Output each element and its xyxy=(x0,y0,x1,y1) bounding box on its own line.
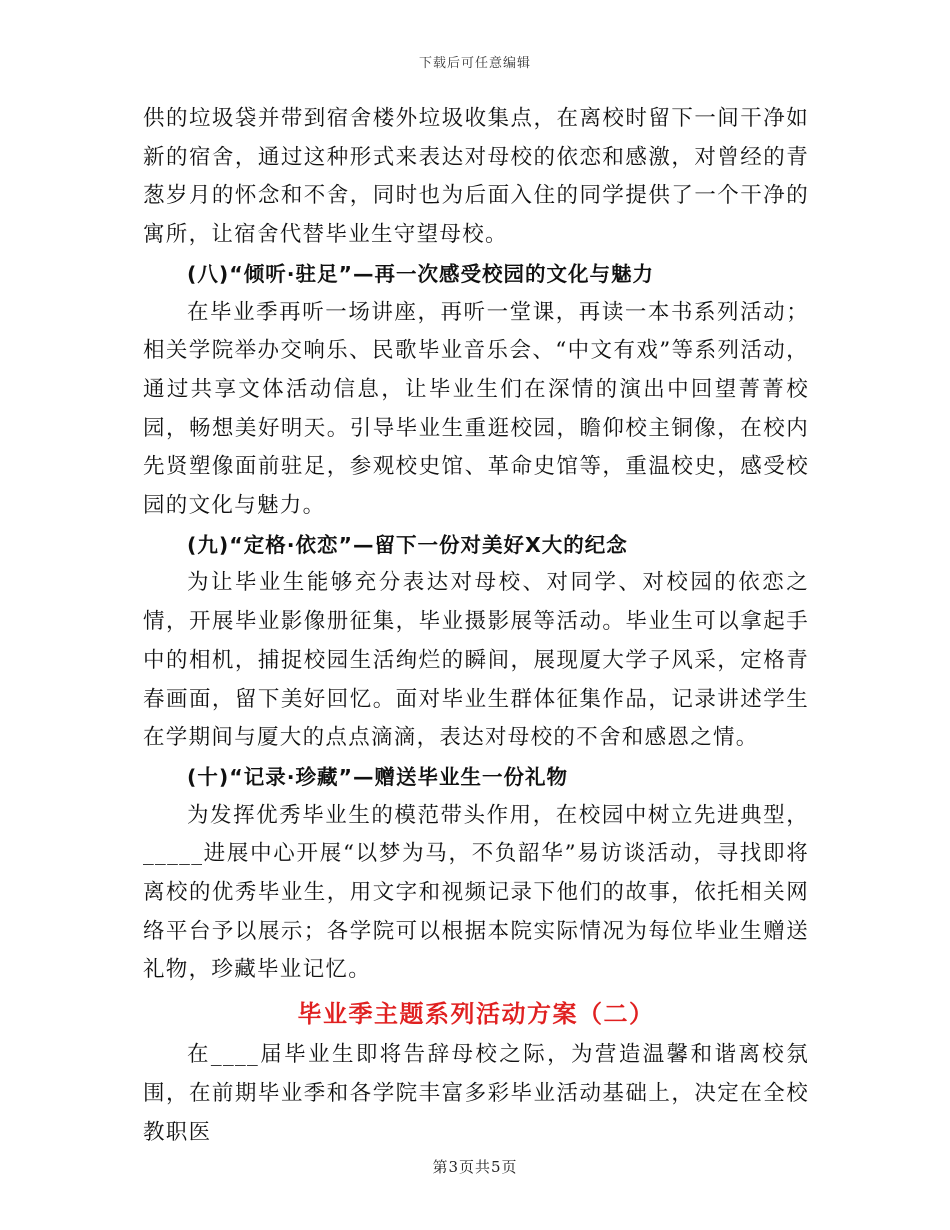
paragraph-section-2: 在____届毕业生即将告辞母校之际，为营造温馨和谐离校氛围，在前期毕业季和各学院丰富多彩毕业活动基础上，决定在全校教职医 xyxy=(143,1042,809,1145)
page-footer-indicator: 第3页共5页 xyxy=(432,1158,518,1176)
heading-section-8: (八)“倾听·驻足”—再一次感受校园的文化与魅力 xyxy=(187,261,654,286)
paragraph-section-10: 为发挥优秀毕业生的模范带头作用，在校园中树立先进典型，_____进展中心开展“以梦为马，不负韶华”易访谈活动，寻找即将离校的优秀毕业生，用文字和视频记录下他们的故事，依托相关网络平台予以展示；各学院可以根据本院实际情况为每位毕业生赠送礼物，珍藏毕业记忆。 xyxy=(143,802,809,983)
heading-section-9: (九)“定格·依恋”—留下一份对美好X大的纪念 xyxy=(187,532,628,557)
document-body xyxy=(143,100,809,1152)
paragraph-section-9: 为让毕业生能够充分表达对母校、对同学、对校园的依恋之情，开展毕业影像册征集，毕业摄影展等活动。毕业生可以拿起手中的相机，捕捉校园生活绚烂的瞬间，展现厦大学子风采，定格青春画面，留下美好回忆。面对毕业生群体征集作品，记录讲述学生在学期间与厦大的点点滴滴，表达对母校的不舍和感恩之情。 xyxy=(143,570,809,751)
paragraph-intro: 供的垃圾袋并带到宿舍楼外垃圾收集点，在离校时留下一间干净如新的宿舍，通过这种形式来表达对母校的依恋和感激，对曾经的青葱岁月的怀念和不舍，同时也为后面入住的同学提供了一个干净的寓所，让宿舍代替毕业生守望母校。 xyxy=(143,106,809,248)
paragraph-section-8: 在毕业季再听一场讲座，再听一堂课，再读一本书系列活动；相关学院举办交响乐、民歌毕业音乐会、“中文有戏”等系列活动，通过共享文体活动信息，让毕业生们在深情的演出中回望菁菁校园，畅想美好明天。引导毕业生重逛校园，瞻仰校主铜像，在校内先贤塑像面前驻足，参观校史馆、革命史馆等，重温校史，感受校园的文化与魅力。 xyxy=(143,299,809,519)
section-title: 毕业季主题系列活动方案（二） xyxy=(297,1000,655,1029)
heading-section-10: (十)“记录·珍藏”—赠送毕业生一份礼物 xyxy=(187,764,568,789)
page-header: 下载后可任意编辑 xyxy=(418,56,531,71)
